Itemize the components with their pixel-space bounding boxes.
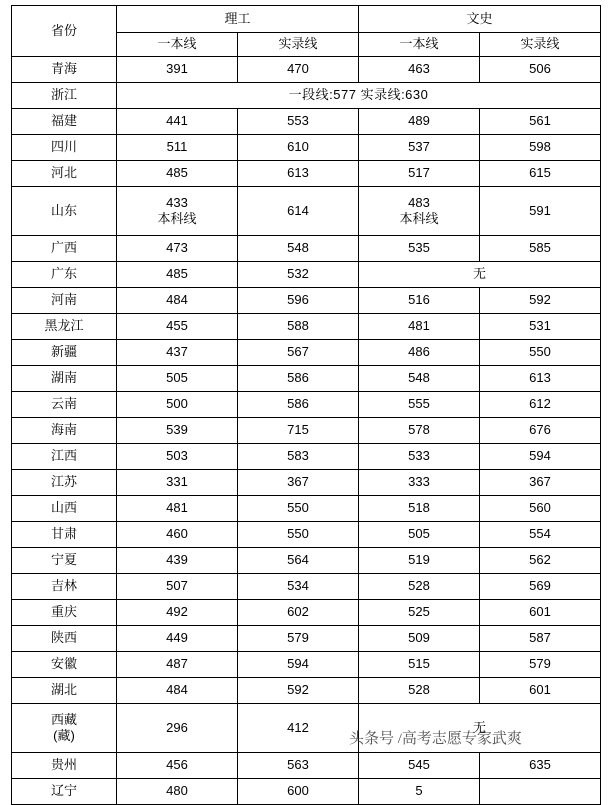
- cell-score: 563: [238, 753, 359, 779]
- cell-score: 439: [117, 548, 238, 574]
- cell-score: 441: [117, 109, 238, 135]
- cell-province: 河北: [12, 161, 117, 187]
- table-row: [12, 187, 601, 236]
- cell-score: 539: [117, 418, 238, 444]
- cell-score: 585: [480, 236, 601, 262]
- cell-score: 579: [238, 626, 359, 652]
- cell-score: 635: [480, 753, 601, 779]
- table-row: [12, 262, 601, 288]
- table-row: [12, 57, 601, 83]
- cell-score: 594: [238, 652, 359, 678]
- cell-province: 广西: [12, 236, 117, 262]
- cell-score: 613: [238, 161, 359, 187]
- cell-province: 广东: [12, 262, 117, 288]
- cell-score: 449: [117, 626, 238, 652]
- cell-score: 613: [480, 366, 601, 392]
- table-row: [12, 392, 601, 418]
- cell-province: 云南: [12, 392, 117, 418]
- cell-score: 554: [480, 522, 601, 548]
- header-province: 省份: [12, 6, 117, 57]
- cell-score: 470: [238, 57, 359, 83]
- header-sub-1-0: 一本线: [359, 33, 480, 57]
- cell-score: 560: [480, 496, 601, 522]
- cell-score: 569: [480, 574, 601, 600]
- cell-province: 安徽: [12, 652, 117, 678]
- cell-score: 481: [117, 496, 238, 522]
- cell-score: 506: [480, 57, 601, 83]
- cell-note: 无: [359, 704, 601, 753]
- header-group-1: 文史: [359, 6, 601, 33]
- cell-score: 602: [238, 600, 359, 626]
- cell-province: 海南: [12, 418, 117, 444]
- cell-score: 486: [359, 340, 480, 366]
- cell-score: 612: [480, 392, 601, 418]
- table-row: [12, 288, 601, 314]
- cell-province: 贵州: [12, 753, 117, 779]
- cell-score: 463: [359, 57, 480, 83]
- cell-province: 四川: [12, 135, 117, 161]
- cell-score: 456: [117, 753, 238, 779]
- cell-score: 437: [117, 340, 238, 366]
- cell-province: 山东: [12, 187, 117, 236]
- cell-province: 青海: [12, 57, 117, 83]
- cell-score: 615: [480, 161, 601, 187]
- cell-province: 甘肃: [12, 522, 117, 548]
- cell-score: 592: [238, 678, 359, 704]
- cell-score: 515: [359, 652, 480, 678]
- cell-score: 5: [359, 779, 480, 805]
- cell-score: 516: [359, 288, 480, 314]
- cell-score: 433 本科线: [117, 187, 238, 236]
- table-row: [12, 135, 601, 161]
- cell-province: 浙江: [12, 83, 117, 109]
- cell-score: 492: [117, 600, 238, 626]
- table-row: [12, 314, 601, 340]
- cell-score: 517: [359, 161, 480, 187]
- table-row: [12, 340, 601, 366]
- table-row: [12, 779, 601, 805]
- table-row: [12, 600, 601, 626]
- cell-score: 531: [480, 314, 601, 340]
- table-row: [12, 626, 601, 652]
- cell-score: 586: [238, 392, 359, 418]
- cell-score: 460: [117, 522, 238, 548]
- cell-score: 500: [117, 392, 238, 418]
- cell-score: 610: [238, 135, 359, 161]
- table-row: [12, 418, 601, 444]
- cell-score: 614: [238, 187, 359, 236]
- table-row: [12, 548, 601, 574]
- watermark-prefix: 头条号 /: [349, 731, 402, 747]
- cell-score: [480, 779, 601, 805]
- cell-score: 511: [117, 135, 238, 161]
- cell-score: 509: [359, 626, 480, 652]
- header-group-0: 理工: [117, 6, 359, 33]
- cell-score: 473: [117, 236, 238, 262]
- cell-score: 455: [117, 314, 238, 340]
- cell-score: 483 本科线: [359, 187, 480, 236]
- cell-score: 485: [117, 262, 238, 288]
- cell-score: 587: [480, 626, 601, 652]
- table-row: [12, 678, 601, 704]
- cell-province: 黑龙江: [12, 314, 117, 340]
- table-row: [12, 522, 601, 548]
- header-sub-1-1: 实录线: [480, 33, 601, 57]
- cell-province: 江西: [12, 444, 117, 470]
- cell-province: 辽宁: [12, 779, 117, 805]
- admission-score-table: [11, 5, 601, 805]
- cell-score: 503: [117, 444, 238, 470]
- cell-score: 594: [480, 444, 601, 470]
- cell-province: 重庆: [12, 600, 117, 626]
- cell-score: 578: [359, 418, 480, 444]
- cell-score: 331: [117, 470, 238, 496]
- cell-score: 550: [238, 496, 359, 522]
- cell-note: 无: [359, 262, 601, 288]
- cell-score: 553: [238, 109, 359, 135]
- cell-score: 567: [238, 340, 359, 366]
- cell-province: 河南: [12, 288, 117, 314]
- table-row: [12, 652, 601, 678]
- cell-score: 525: [359, 600, 480, 626]
- cell-score: 588: [238, 314, 359, 340]
- cell-score: 481: [359, 314, 480, 340]
- cell-score: 564: [238, 548, 359, 574]
- table-row: [12, 496, 601, 522]
- cell-score: 487: [117, 652, 238, 678]
- table-row: [12, 366, 601, 392]
- cell-score: 676: [480, 418, 601, 444]
- cell-score: 591: [480, 187, 601, 236]
- cell-score: 579: [480, 652, 601, 678]
- cell-score: 548: [238, 236, 359, 262]
- cell-note: 一段线:577 实录线:630: [117, 83, 601, 109]
- cell-score: 592: [480, 288, 601, 314]
- cell-score: 367: [238, 470, 359, 496]
- table-row: [12, 470, 601, 496]
- cell-score: 550: [238, 522, 359, 548]
- table-row: [12, 236, 601, 262]
- cell-score: 548: [359, 366, 480, 392]
- cell-score: 296: [117, 704, 238, 753]
- cell-province: 江苏: [12, 470, 117, 496]
- cell-score: 484: [117, 678, 238, 704]
- cell-score: 534: [238, 574, 359, 600]
- cell-score: 485: [117, 161, 238, 187]
- cell-score: 528: [359, 678, 480, 704]
- cell-score: 555: [359, 392, 480, 418]
- cell-score: 391: [117, 57, 238, 83]
- watermark-text: 高考志愿专家武爽: [401, 731, 522, 747]
- cell-score: 532: [238, 262, 359, 288]
- header-sub-0-1: 实录线: [238, 33, 359, 57]
- cell-province: 陕西: [12, 626, 117, 652]
- cell-score: 715: [238, 418, 359, 444]
- cell-score: 601: [480, 678, 601, 704]
- cell-score: 533: [359, 444, 480, 470]
- cell-score: 480: [117, 779, 238, 805]
- score-sheet: [11, 5, 601, 805]
- table-row: [12, 161, 601, 187]
- table-header-row: [12, 6, 601, 33]
- cell-province: 西藏 (藏): [12, 704, 117, 753]
- cell-score: 537: [359, 135, 480, 161]
- cell-province: 宁夏: [12, 548, 117, 574]
- cell-province: 吉林: [12, 574, 117, 600]
- cell-score: 545: [359, 753, 480, 779]
- table-row: [12, 444, 601, 470]
- cell-score: 484: [117, 288, 238, 314]
- cell-province: 新疆: [12, 340, 117, 366]
- cell-score: 600: [238, 779, 359, 805]
- cell-province: 福建: [12, 109, 117, 135]
- cell-score: 505: [117, 366, 238, 392]
- table-row: [12, 574, 601, 600]
- cell-province: 湖北: [12, 678, 117, 704]
- cell-score: 367: [480, 470, 601, 496]
- cell-score: 598: [480, 135, 601, 161]
- cell-score: 333: [359, 470, 480, 496]
- cell-score: 505: [359, 522, 480, 548]
- cell-score: 550: [480, 340, 601, 366]
- table-row: [12, 753, 601, 779]
- cell-province: 山西: [12, 496, 117, 522]
- table-row: [12, 83, 601, 109]
- cell-score: 583: [238, 444, 359, 470]
- cell-score: 519: [359, 548, 480, 574]
- table-row: [12, 109, 601, 135]
- cell-score: 412: [238, 704, 359, 753]
- cell-score: 561: [480, 109, 601, 135]
- cell-score: 489: [359, 109, 480, 135]
- table-row: [12, 704, 601, 753]
- cell-province: 湖南: [12, 366, 117, 392]
- cell-score: 586: [238, 366, 359, 392]
- cell-score: 518: [359, 496, 480, 522]
- cell-score: 507: [117, 574, 238, 600]
- cell-score: 562: [480, 548, 601, 574]
- cell-score: 528: [359, 574, 480, 600]
- cell-score: 596: [238, 288, 359, 314]
- header-sub-0-0: 一本线: [117, 33, 238, 57]
- cell-score: 601: [480, 600, 601, 626]
- cell-score: 535: [359, 236, 480, 262]
